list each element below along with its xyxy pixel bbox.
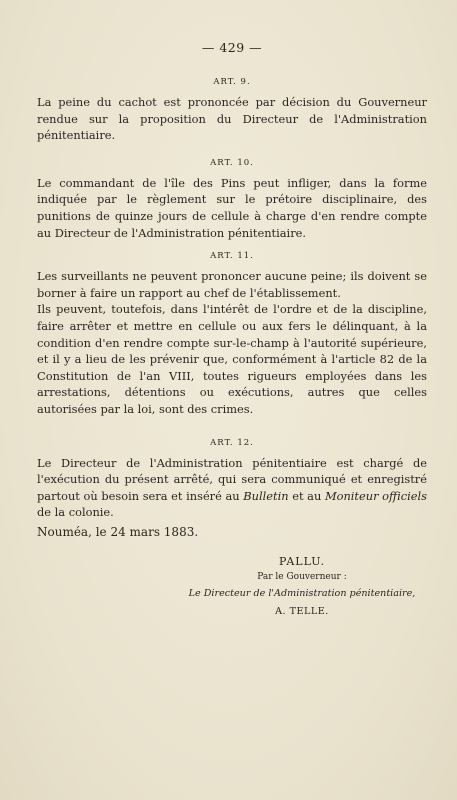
article-heading-11: ART. 11. (210, 251, 254, 262)
signature-name: PALLU. (278, 554, 326, 568)
article-11-paragraph-1: Les surveillants ne peuvent prononcer aucune peine; ils doivent se borner à faire un rapport au chef de l'établissement. (37, 269, 427, 300)
article-heading-9: ART. 9. (213, 77, 251, 87)
signature-title: Le Directeur de l'Administration pénitentiaire, (188, 587, 416, 599)
signature-by-line: Par le Gouverneur : (257, 571, 347, 582)
article-heading-12: ART. 12. (210, 437, 254, 448)
signature-block (177, 555, 427, 617)
bulletin-title: Bulletin (243, 488, 289, 503)
article-12-text-2: et au (288, 488, 325, 503)
page-content (37, 40, 427, 617)
article-9-paragraph: La peine du cachot est prononcée par décision du Gouverneur rendue sur la proposition du Directeur de l'Administration pénitentiaire. (37, 95, 427, 143)
article-10-paragraph: Le commandant de l'île des Pins peut infliger, dans la forme indiquée par le règlement sur le prétoire disciplinaire, des punitions de quinze jours de cellule à charge d'en rendre compte au Directeur de l'Administration pénitentiaire. (37, 175, 427, 240)
article-12-text-1: Le Directeur de l'Administration pénitentiaire est chargé de l'exécution du présent arrêté, qui sera communiqué et enregistré partout où besoin sera et inséré au (37, 455, 427, 503)
article-heading-10: ART. 10. (210, 157, 254, 168)
article-12-text-3: de la colonie. (37, 505, 114, 520)
article-12-paragraph (37, 455, 427, 521)
date-line: Nouméa, le 24 mars 1883. (37, 524, 199, 539)
article-11-paragraph-2: Ils peuvent, toutefois, dans l'intérêt de l'ordre et de la discipline, faire arrêter et mettre en cellule ou aux fers le délinquant, à la condition d'en rendre compte sur-le-champ à l'autorité supérieure, et il y a lieu de les prévenir que, conformément à l'article 82 de la Constitution de l'an VIII, toutes rigueurs employées dans les arrestations, détentions ou exécutions, autres que celles autorisées par la loi, sont des crimes. (37, 302, 427, 416)
moniteur-title: Moniteur officiels (324, 488, 427, 503)
page-number: — 429 — (201, 40, 263, 55)
signature-signer: A. TELLE. (275, 605, 329, 617)
